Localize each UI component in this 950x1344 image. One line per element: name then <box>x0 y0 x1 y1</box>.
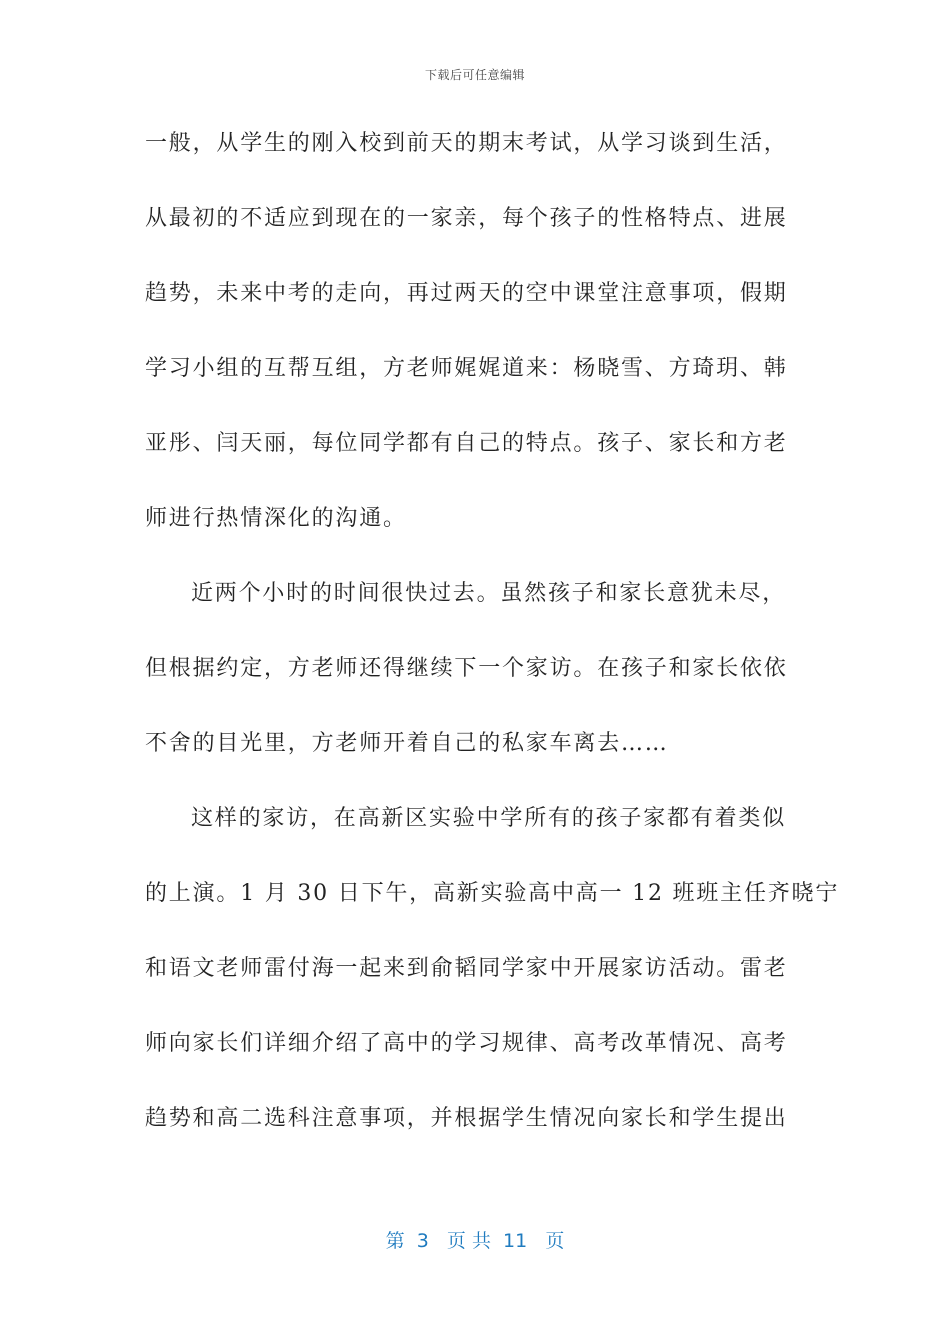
text-line: 一般，从学生的刚入校到前天的期末考试，从学习谈到生活， <box>145 131 788 156</box>
text-line: 师进行热情深化的沟通。 <box>145 506 407 531</box>
text-line: 但根据约定，方老师还得继续下一个家访。在孩子和家长依依 <box>145 656 788 681</box>
paragraph-start-line: 近两个小时的时间很快过去。虽然孩子和家长意犹未尽， <box>191 581 787 606</box>
text-line: 趋势，未来中考的走向，再过两天的空中课堂注意事项，假期 <box>145 281 788 306</box>
text-line: 趋势和高二选科注意事项，并根据学生情况向家长和学生提出 <box>145 1106 788 1131</box>
text-line: 学习小组的互帮互组，方老师娓娓道来：杨晓雪、方琦玥、韩 <box>145 356 788 381</box>
page-header: 下载后可任意编辑 <box>424 68 525 82</box>
text-line: 从最初的不适应到现在的一家亲，每个孩子的性格特点、进展 <box>145 206 788 231</box>
text-line: 不舍的目光里，方老师开着自己的私家车离去…… <box>145 731 669 756</box>
text-line: 师向家长们详细介绍了高中的学习规律、高考改革情况、高考 <box>145 1031 788 1056</box>
text-line: 和语文老师雷付海一起来到俞韬同学家中开展家访活动。雷老 <box>145 956 788 981</box>
text-line: 的上演。1 月 30 日下午，高新实验高中高一 12 班班主任齐晓宁 <box>145 881 840 906</box>
page-number-footer: 第 3 页 共 11 页 <box>385 1230 565 1252</box>
text-line: 亚彤、闫天丽，每位同学都有自己的特点。孩子、家长和方老 <box>145 431 788 456</box>
paragraph-start-line: 这样的家访，在高新区实验中学所有的孩子家都有着类似 <box>191 806 787 831</box>
document-body <box>145 124 840 1174</box>
